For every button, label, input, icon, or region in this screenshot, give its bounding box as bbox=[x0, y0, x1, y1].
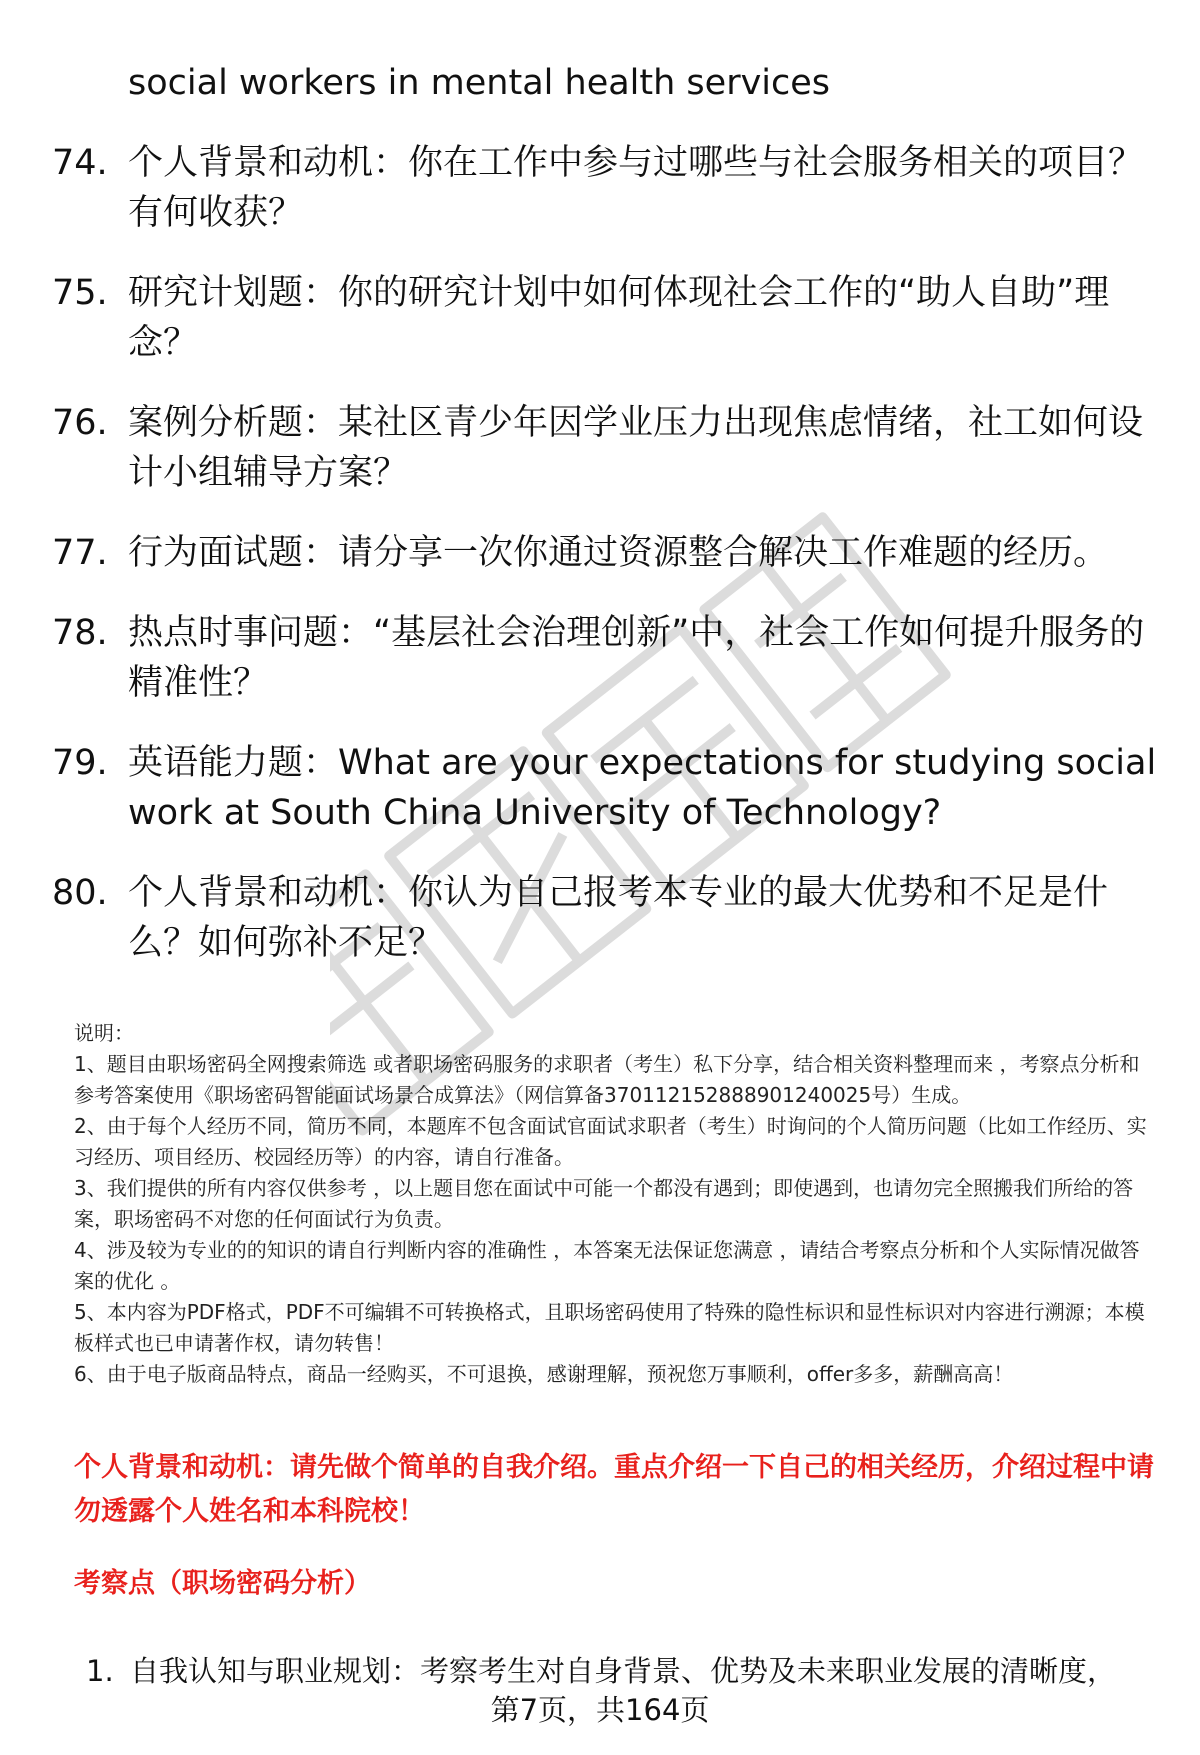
analysis-point bbox=[86, 1650, 1166, 1692]
question-item bbox=[52, 528, 1162, 578]
question-item bbox=[52, 608, 1162, 708]
question-item bbox=[52, 868, 1162, 968]
question-text: 个人背景和动机：你认为自己报考本专业的最大优势和不足是什么？如何弥补不足？ bbox=[128, 873, 1109, 963]
question-number: 80. bbox=[52, 873, 108, 913]
question-text: 个人背景和动机：你在工作中参与过哪些与社会服务相关的项目？有何收获？ bbox=[128, 143, 1144, 233]
question-text: 热点时事问题：“基层社会治理创新”中，社会工作如何提升服务的精准性？ bbox=[128, 613, 1145, 703]
highlight-question: 个人背景和动机：请先做个简单的自我介绍。重点介绍一下自己的相关经历，介绍过程中请勿透露个人姓名和本科院校！ bbox=[74, 1452, 1154, 1527]
notes-title: 说明： bbox=[74, 1021, 134, 1045]
question-number: 75. bbox=[52, 273, 108, 313]
analysis-point-number: 1. bbox=[86, 1654, 114, 1688]
analysis-heading: 考察点（职场密码分析） bbox=[74, 1568, 371, 1599]
note-item: 6、由于电子版商品特点，商品一经购买，不可退换，感谢理解，预祝您万事顺利，offer多多，薪酬高高！ bbox=[74, 1362, 1014, 1386]
page-footer: 第7页，共164页 bbox=[490, 1693, 710, 1727]
note-item: 3、我们提供的所有内容仅供参考 ，以上题目您在面试中可能一个都没有遇到；即使遇到，也请勿完全照搬我们所给的答案，职场密码不对您的任何面试行为负责。 bbox=[74, 1176, 1134, 1231]
question-item bbox=[52, 738, 1162, 838]
note-item: 4、涉及较为专业的的知识的请自行判断内容的准确性 ，本答案无法保证您满意 ，请结合考察点分析和个人实际情况做答案的优化 。 bbox=[74, 1238, 1140, 1293]
notes-section bbox=[74, 1018, 1159, 1390]
question-number: 76. bbox=[52, 403, 108, 443]
question-item bbox=[52, 138, 1162, 238]
question-text: 行为面试题：请分享一次你通过资源整合解决工作难题的经历。 bbox=[128, 533, 1109, 573]
question-item bbox=[52, 268, 1162, 368]
question-list bbox=[52, 58, 1162, 968]
question-text: 案例分析题：某社区青少年因学业压力出现焦虑情绪，社工如何设计小组辅导方案？ bbox=[128, 403, 1144, 493]
question-item bbox=[52, 398, 1162, 498]
question-number: 78. bbox=[52, 613, 108, 653]
analysis-point-text: 自我认知与职业规划：考察考生对自身背景、优势及未来职业发展的清晰度， bbox=[130, 1654, 1117, 1688]
note-item: 2、由于每个人经历不同，简历不同，本题库不包含面试官面试求职者（考生）时询问的个人简历问题（比如工作经历、实习经历、项目经历、校园经历等）的内容，请自行准备。 bbox=[74, 1114, 1147, 1169]
question-text: 研究计划题：你的研究计划中如何体现社会工作的“助人自助”理念？ bbox=[128, 273, 1110, 363]
note-item: 5、本内容为PDF格式，PDF不可编辑不可转换格式，且职场密码使用了特殊的隐性标识和显性标识对内容进行溯源；本模板样式也已申请著作权，请勿转售！ bbox=[74, 1300, 1145, 1355]
question-number: 79. bbox=[52, 743, 108, 783]
question-number: 77. bbox=[52, 533, 108, 573]
question-number: 74. bbox=[52, 143, 108, 183]
note-item: 1、题目由职场密码全网搜索筛选 或者职场密码服务的求职者（考生）私下分享，结合相关资料整理而来 ，考察点分析和参考答案使用《职场密码智能面试场景合成算法》（网信算备370112152888901240025号）生成。 bbox=[74, 1052, 1140, 1107]
question-text: 英语能力题：What are your expectations for studying social work at South China University of Technology? bbox=[128, 743, 1157, 833]
continuation-line: social workers in mental health services bbox=[128, 63, 831, 103]
